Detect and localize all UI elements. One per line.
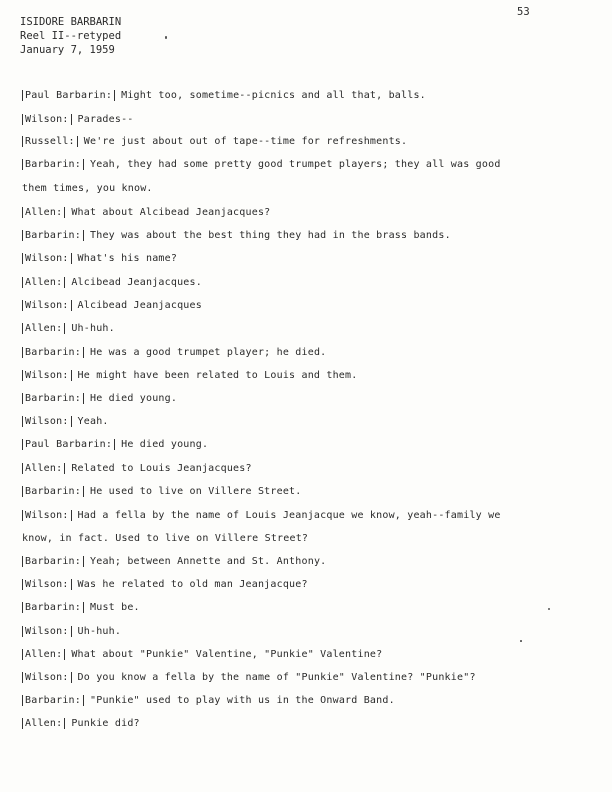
speaker-label: Wilson:: [22, 626, 72, 637]
utterance-text: He died young.: [90, 393, 178, 404]
speaker-label: Allen:: [22, 463, 65, 474]
utterance-text: He died young.: [121, 439, 209, 450]
speaker-label: Barbarin:: [22, 347, 84, 358]
utterance-text: He was a good trumpet player; he died.: [90, 347, 327, 358]
transcript-line: [22, 277, 202, 288]
speaker-label: Barbarin:: [22, 602, 84, 613]
utterance-text: Do you know a fella by the name of "Punkie" Valentine? "Punkie"?: [77, 672, 476, 683]
utterance-text: know, in fact. Used to live on Villere Street?: [22, 533, 309, 544]
transcript-line: [22, 230, 451, 241]
transcript-line: [22, 253, 177, 264]
transcript-line: [22, 323, 115, 334]
utterance-text: Yeah.: [77, 416, 109, 427]
utterance-text: What about Alcibead Jeanjacques?: [71, 207, 271, 218]
transcript-line: [22, 370, 357, 381]
document-header: [20, 15, 121, 57]
transcript-line: [22, 439, 208, 450]
speaker-label: Allen:: [22, 649, 65, 660]
page-number: 53: [517, 6, 530, 18]
speaker-label: Allen:: [22, 323, 65, 334]
utterance-text: Yeah; between Annette and St. Anthony.: [90, 556, 327, 567]
transcript-line: [22, 556, 326, 567]
interview-date: January 7, 1959: [20, 44, 115, 56]
transcript-line: [22, 626, 121, 637]
speaker-label: Russell:: [22, 136, 78, 147]
utterance-text: Alcibead Jeanjacques: [77, 300, 202, 311]
utterance-text: Must be.: [90, 602, 140, 613]
transcript-line: [22, 114, 134, 125]
utterance-text: We're just about out of tape--time for refreshments.: [83, 136, 408, 147]
scan-speck: [165, 36, 167, 39]
transcript-line: [22, 347, 326, 358]
transcript-line: [22, 602, 140, 613]
utterance-text: What about "Punkie" Valentine, "Punkie" Valentine?: [71, 649, 383, 660]
interviewee-name: ISIDORE BARBARIN: [20, 16, 122, 28]
utterance-text: He used to live on Villere Street.: [90, 486, 302, 497]
speaker-label: Wilson:: [22, 510, 72, 521]
transcript-line: [22, 300, 202, 311]
utterance-text: Might too, sometime--picnics and all that, balls.: [121, 90, 426, 101]
utterance-text: Had a fella by the name of Louis Jeanjacque we know, yeah--family we: [77, 510, 501, 521]
speaker-label: Wilson:: [22, 114, 72, 125]
speaker-label: Wilson:: [22, 300, 72, 311]
speaker-label: Barbarin:: [22, 556, 84, 567]
utterance-text: They was about the best thing they had in the brass bands.: [90, 230, 451, 241]
transcript-line: [22, 159, 501, 170]
scan-speck: [548, 608, 550, 610]
speaker-label: Barbarin:: [22, 393, 84, 404]
utterance-text: What's his name?: [77, 253, 178, 264]
transcript-line: [22, 649, 382, 660]
transcript-line: [22, 136, 407, 147]
speaker-label: Paul Barbarin:: [22, 439, 115, 450]
speaker-label: Barbarin:: [22, 230, 84, 241]
speaker-label: Wilson:: [22, 370, 72, 381]
speaker-label: Wilson:: [22, 672, 72, 683]
speaker-label: Allen:: [22, 277, 65, 288]
scan-speck: [520, 640, 522, 642]
speaker-label: Wilson:: [22, 416, 72, 427]
utterance-text: Punkie did?: [71, 718, 140, 729]
speaker-label: Wilson:: [22, 579, 72, 590]
speaker-label: Allen:: [22, 207, 65, 218]
transcript-line: [22, 695, 395, 706]
transcript-line: [22, 183, 153, 194]
speaker-label: Barbarin:: [22, 159, 84, 170]
transcript-line: [22, 672, 476, 683]
speaker-label: Paul Barbarin:: [22, 90, 115, 101]
utterance-text: them times, you know.: [22, 183, 153, 194]
utterance-text: Uh-huh.: [71, 323, 115, 334]
utterance-text: Related to Louis Jeanjacques?: [71, 463, 252, 474]
transcript-line: [22, 90, 426, 101]
utterance-text: Uh-huh.: [77, 626, 122, 637]
transcript-line: [22, 510, 501, 521]
transcript-line: [22, 533, 308, 544]
utterance-text: Parades--: [77, 114, 134, 125]
utterance-text: Alcibead Jeanjacques.: [71, 277, 202, 288]
speaker-label: Wilson:: [22, 253, 72, 264]
transcript-line: [22, 207, 270, 218]
utterance-text: "Punkie" used to play with us in the Onward Band.: [90, 695, 395, 706]
utterance-text: Yeah, they had some pretty good trumpet players; they all was good: [90, 159, 501, 170]
transcript-line: [22, 416, 109, 427]
transcript-line: [22, 718, 140, 729]
reel-label: Reel II--retyped: [20, 30, 122, 42]
transcript-line: [22, 463, 252, 474]
utterance-text: He might have been related to Louis and them.: [77, 370, 358, 381]
utterance-text: Was he related to old man Jeanjacque?: [77, 579, 308, 590]
speaker-label: Barbarin:: [22, 486, 84, 497]
transcript-line: [22, 579, 308, 590]
transcript-line: [22, 393, 177, 404]
speaker-label: Allen:: [22, 718, 65, 729]
speaker-label: Barbarin:: [22, 695, 84, 706]
transcript-line: [22, 486, 302, 497]
